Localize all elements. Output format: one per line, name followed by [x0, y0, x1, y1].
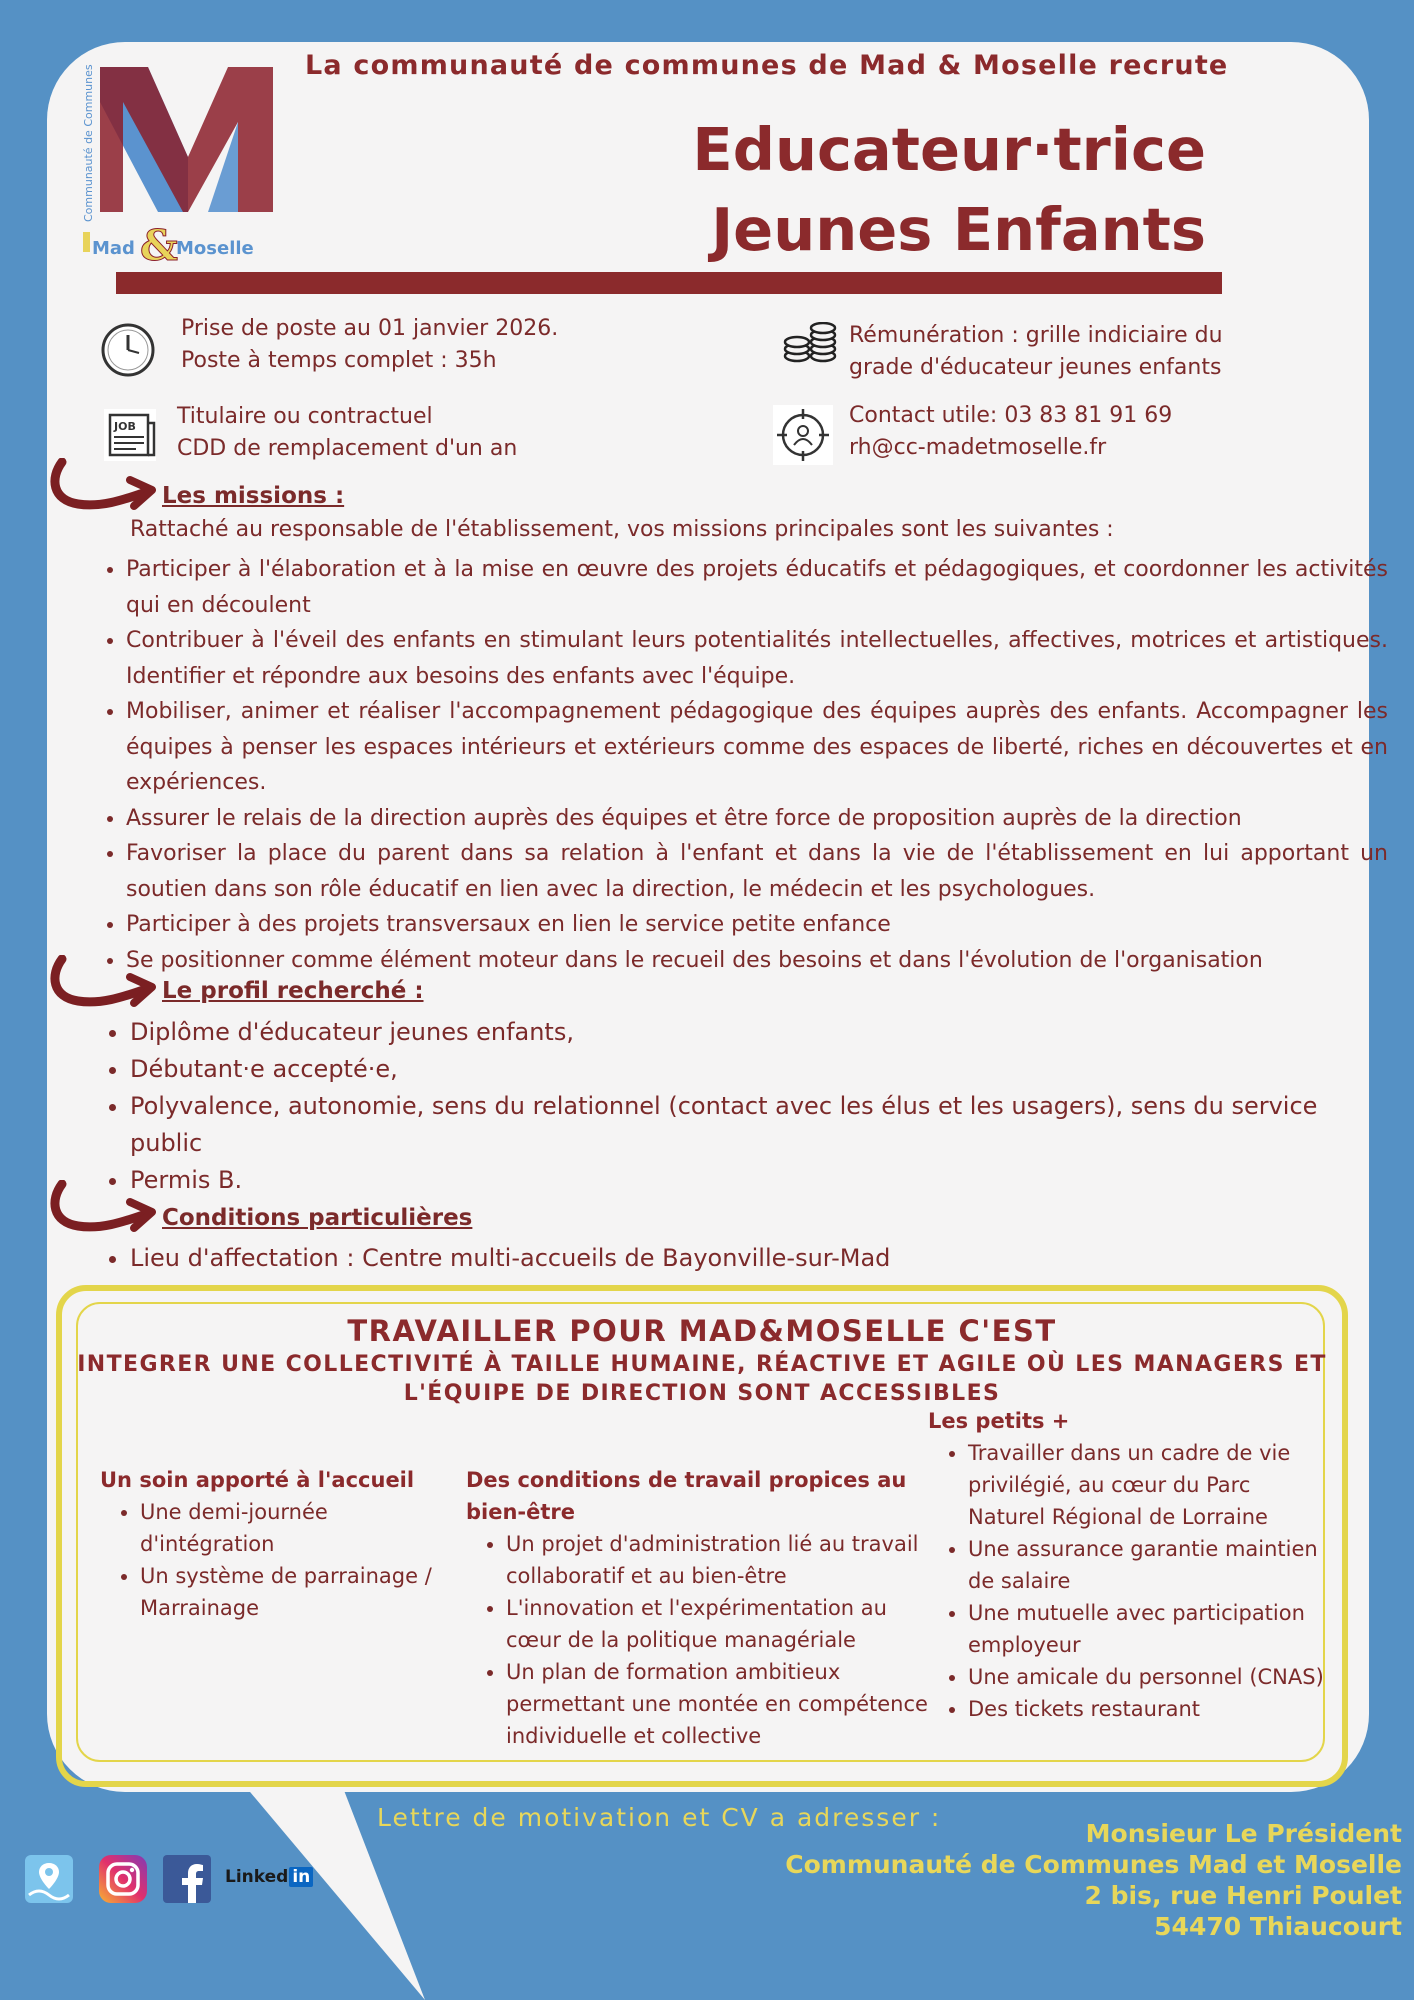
job-title: [692, 110, 1206, 270]
benefits-col3-heading: Les petits +: [928, 1409, 1070, 1433]
list-item: • Mobiliser, animer et réaliser l'accompagnement pédagogique des équipes auprès des enfants. Accompagner les équipes à penser les espaces intérieurs et extérieurs comme des espaces de liberté, riches en découvertes et en expériences.: [126, 694, 1388, 801]
job-title-line-2: Jeunes Enfants: [711, 195, 1206, 264]
svg-text:Communauté de Communes: Communauté de Communes: [82, 64, 95, 222]
linkedin-label: Linked: [225, 1867, 289, 1887]
list-item: • Se positionner comme élément moteur dans le recueil des besoins et dans l'évolution de l'organisation: [126, 943, 1388, 979]
map-app-icon[interactable]: [25, 1855, 73, 1903]
conditions-list: [100, 1240, 1130, 1276]
pay-info: [849, 320, 1223, 384]
list-item: • Participer à l'élaboration et à la mise en œuvre des projets éducatifs et pédagogiques, et coordonner les activités qui en découlent: [126, 552, 1388, 623]
list-item: • Une assurance garantie maintien de salaire: [968, 1533, 1328, 1597]
contact-info: [849, 400, 1172, 464]
conditions-title: Conditions particulières: [162, 1205, 473, 1231]
list-item: • Un plan de formation ambitieux permettant une montée en compétence individuelle et collective: [506, 1656, 936, 1752]
list-item: • Une mutuelle avec participation employeur: [968, 1597, 1328, 1661]
list-item: • Favoriser la place du parent dans sa relation à l'enfant et dans la vie de l'établissement en lui apportant un soutien dans son rôle éducatif en lien avec la direction, le médecin et les psychologues.: [126, 836, 1388, 907]
svg-text:Mad: Mad: [92, 238, 135, 259]
job-newspaper-icon: [100, 405, 160, 465]
list-item: • Une amicale du personnel (CNAS): [968, 1661, 1328, 1693]
linkedin-badge: in: [289, 1867, 313, 1887]
benefits-col2-heading: Des conditions de travail propices au bien-être: [466, 1468, 907, 1524]
contract-info: [177, 401, 517, 465]
address-line: Monsieur Le Président: [1085, 1819, 1402, 1848]
svg-text:&: &: [140, 221, 178, 262]
title-rule: [116, 272, 1222, 294]
contact-email[interactable]: rh@cc-madetmoselle.fr: [849, 435, 1107, 460]
missions-title: Les missions :: [162, 483, 345, 509]
address-line: Communauté de Communes Mad et Moselle: [785, 1850, 1402, 1879]
benefits-col1-heading: Un soin apporté à l'accueil: [100, 1468, 415, 1492]
list-item: • Diplôme d'éducateur jeunes enfants,: [130, 1014, 1380, 1051]
address-line: 2 bis, rue Henri Poulet: [1084, 1881, 1402, 1910]
list-item: • Une demi-journée d'intégration: [140, 1496, 440, 1560]
list-item: • Des tickets restaurant: [968, 1693, 1328, 1725]
list-item: • Polyvalence, autonomie, sens du relationnel (contact avec les élus et les usagers), sens du service public: [130, 1088, 1380, 1162]
benefits-col2: [466, 1528, 936, 1752]
list-item: • L'innovation et l'expérimentation au cœur de la politique managériale: [506, 1592, 936, 1656]
address-line: 54470 Thiaucourt: [1154, 1912, 1402, 1941]
list-item: • Permis B.: [130, 1162, 1380, 1199]
contact-target-icon: [773, 405, 833, 465]
pay-line-1: Rémunération : grille indiciaire du: [849, 323, 1223, 348]
list-item: • Un projet d'administration lié au travail collaboratif et au bien-être: [506, 1528, 936, 1592]
contract-line-2: CDD de remplacement d'un an: [177, 436, 518, 461]
missions-list: [96, 552, 1388, 978]
working-time-line: Poste à temps complet : 35h: [181, 348, 497, 373]
coins-icon: [783, 322, 839, 368]
application-instructions: Lettre de motivation et CV a adresser :: [377, 1803, 942, 1832]
list-item: • Lieu d'affectation : Centre multi-accueils de Bayonville-sur-Mad: [130, 1240, 1130, 1276]
mad-moselle-logo: [78, 62, 278, 262]
instagram-icon[interactable]: [99, 1855, 147, 1903]
svg-text:JOB: JOB: [114, 420, 136, 433]
benefits-col3: [928, 1437, 1328, 1725]
list-item: • Un système de parrainage / Marrainage: [140, 1560, 440, 1624]
list-item: • Travailler dans un cadre de vie privilégié, au cœur du Parc Naturel Régional de Lorraine: [968, 1437, 1328, 1533]
curved-arrow-icon: [48, 955, 158, 1015]
benefits-title: TRAVAILLER POUR MAD&MOSELLE C'EST: [347, 1314, 1057, 1348]
job-title-line-1: Educateur·trice: [692, 115, 1206, 184]
benefits-subtitle: INTEGRER UNE COLLECTIVITÉ À TAILLE HUMAINE, RÉACTIVE ET AGILE OÙ LES MANAGERS ET L'ÉQUIPE DE DIRECTION SONT ACCESSIBLES: [77, 1352, 1327, 1406]
postal-address: [785, 1818, 1402, 1942]
start-date-line: Prise de poste au 01 janvier 2026.: [181, 316, 559, 341]
start-date-info: [181, 313, 558, 377]
pay-line-2: grade d'éducateur jeunes enfants: [849, 355, 1222, 380]
curved-arrow-icon: [48, 1180, 158, 1240]
recruiter-heading: La communauté de communes de Mad & Moselle recrute: [305, 50, 1229, 81]
profile-title: Le profil recherché :: [162, 978, 424, 1004]
benefits-col1: [100, 1496, 440, 1624]
contract-line-1: Titulaire ou contractuel: [177, 404, 433, 429]
profile-list: [100, 1014, 1380, 1199]
list-item: • Débutant·e accepté·e,: [130, 1051, 1380, 1088]
missions-intro: Rattaché au responsable de l'établissement, vos missions principales sont les suivantes :: [130, 517, 1114, 542]
linkedin-icon[interactable]: [225, 1867, 313, 1887]
clock-icon: [100, 322, 156, 378]
list-item: • Contribuer à l'éveil des enfants en stimulant leurs potentialités intellectuelles, affectives, motrices et artistiques. Identifier et répondre aux besoins des enfants avec l'équipe.: [126, 623, 1388, 694]
list-item: • Participer à des projets transversaux en lien le service petite enfance: [126, 907, 1388, 943]
facebook-icon[interactable]: [163, 1855, 211, 1903]
list-item: • Assurer le relais de la direction auprès des équipes et être force de proposition auprès de la direction: [126, 801, 1388, 837]
contact-phone: Contact utile: 03 83 81 91 69: [849, 403, 1173, 428]
svg-text:Moselle: Moselle: [176, 238, 254, 259]
curved-arrow-icon: [48, 458, 158, 518]
